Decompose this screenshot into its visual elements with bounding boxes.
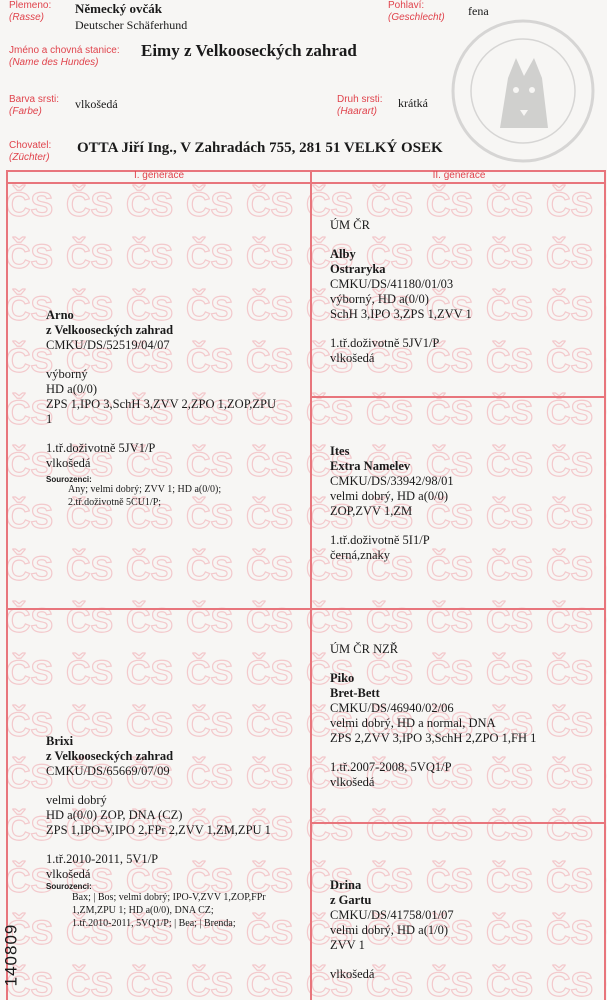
sire-registration: CMKU/DS/52519/04/07 [46, 338, 170, 352]
coat-value: krátká [398, 96, 428, 110]
dam-dam-kennel: z Gartu [330, 893, 372, 907]
dam-dam-color: vlkošedá [330, 967, 375, 981]
sibling-line: Bax; | Bos; velmi dobrý; IPO-V,ZVV 1,ZOP,FPr [72, 892, 266, 903]
german-shepherd-seal-icon [450, 18, 596, 164]
sire-sire-rating: výborný, HD a(0/0) [330, 292, 429, 306]
sire-sire-title: ÚM ČR [330, 218, 370, 232]
sire-sire-kennel: Ostraryka [330, 262, 386, 276]
generation-1-label: I. generace [133, 170, 185, 181]
color-value: vlkošedá [75, 97, 118, 111]
dog-name-label: Jméno a chovná stanice: (Name des Hundes) [9, 45, 120, 68]
dam-siblings [72, 891, 266, 930]
breed-value-de: Deutscher Schäferhund [75, 18, 188, 32]
sire-dam-entry [330, 444, 454, 563]
dam-exams: ZPS 1,IPO-V,IPO 2,FPr 2,ZVV 1,ZM,ZPU 1 [46, 823, 271, 837]
dam-registration: CMKU/DS/65669/07/09 [46, 764, 170, 778]
sire-sire-entry [330, 218, 472, 366]
dam-sire-entry [330, 642, 536, 790]
divider [6, 170, 8, 1000]
dam-dam-registration: CMKU/DS/41758/01/07 [330, 908, 454, 922]
sire-dam-name: Ites [330, 444, 350, 458]
registration-number: 140809 [1, 923, 21, 987]
sire-siblings-label: Sourozenci: [46, 475, 92, 484]
sire-dam-exams: ZOP,ZVV 1,ZM [330, 504, 413, 518]
breed-value: Německý ovčák [75, 1, 163, 16]
sire-dam-rating: velmi dobrý, HD a(0/0) [330, 489, 449, 503]
sire-exams: ZPS 1,IPO 3,SchH 3,ZVV 2,ZPO 1,ZOP,ZPU [46, 397, 277, 411]
sex-value: fena [468, 4, 489, 18]
dam-rating: velmi dobrý [46, 793, 107, 807]
dam-sire-registration: CMKU/DS/46940/02/06 [330, 701, 454, 715]
sire-dam-registration: CMKU/DS/33942/98/01 [330, 474, 454, 488]
dam-sire-breeding-class: 1.tř.2007-2008, 5VQ1/P [330, 760, 452, 774]
dam-dam-name: Drina [330, 878, 362, 892]
dam-sire-kennel: Bret-Bett [330, 686, 380, 700]
color-label: Barva srsti: (Farbe) [9, 94, 60, 117]
sire-kennel: z Velkooseckých zahrad [46, 323, 174, 337]
sibling-line: Any; velmi dobrý; ZVV 1; HD a(0/0); [68, 484, 222, 495]
dam-sire-name: Piko [330, 671, 355, 685]
divider [310, 822, 606, 824]
dam-breeding-class: 1.tř.2010-2011, 5V1/P [46, 852, 159, 866]
divider [6, 182, 606, 184]
dam-dam-entry [330, 878, 454, 982]
sire-sire-name: Alby [330, 247, 356, 261]
divider [310, 170, 312, 1000]
dam-color: vlkošedá [46, 867, 91, 881]
sire-sire-breeding-class: 1.tř.doživotně 5JV1/P [330, 336, 440, 350]
dam-siblings-label: Sourozenci: [46, 882, 92, 891]
sire-entry [46, 308, 276, 471]
generation-2-label: II. generace [432, 170, 486, 181]
sire-color: vlkošedá [46, 456, 91, 470]
dam-hd: HD a(0/0) ZOP, DNA (CZ) [46, 808, 183, 822]
sire-siblings [68, 483, 221, 509]
sire-dam-kennel: Extra Namelev [330, 459, 411, 473]
dam-sire-title: ÚM ČR NZŘ [330, 642, 399, 656]
dam-entry [46, 734, 271, 882]
dam-name: Brixi [46, 734, 74, 748]
divider [310, 396, 606, 398]
sire-dam-breeding-class: 1.tř.doživotně 5I1/P [330, 533, 430, 547]
sibling-line: 1,ZM,ZPU 1; HD a(0/0), DNA CZ; [72, 905, 214, 916]
dam-dam-exams: ZVV 1 [330, 938, 365, 952]
sire-name: Arno [46, 308, 74, 322]
divider [604, 170, 606, 1000]
dam-dam-rating: velmi dobrý, HD a(1/0) [330, 923, 449, 937]
dam-sire-color: vlkošedá [330, 775, 375, 789]
sire-exams-cont: 1 [46, 412, 53, 426]
sire-breeding-class: 1.tř.doživotně 5JV1/P [46, 441, 156, 455]
sire-rating: výborný [46, 367, 88, 381]
sire-dam-color: černá,znaky [330, 548, 391, 562]
divider [6, 608, 606, 610]
breeder-value: OTTA Jiří Ing., V Zahradách 755, 281 51 VELKÝ OSEK [77, 140, 443, 156]
sex-label: Pohlaví: (Geschlecht) [388, 0, 445, 23]
dam-sire-exams: ZPS 2,ZVV 3,IPO 3,SchH 2,ZPO 1,FH 1 [330, 731, 537, 745]
breed-label: Plemeno: (Rasse) [9, 0, 52, 23]
sibling-line: 1.tř.2010-2011, 5VQ1/P; | Bea; | Brenda; [72, 918, 236, 929]
breeder-label: Chovatel: (Züchter) [9, 140, 52, 163]
sire-hd: HD a(0/0) [46, 382, 98, 396]
sire-sire-exams: SchH 3,IPO 3,ZPS 1,ZVV 1 [330, 307, 472, 321]
coat-label: Druh srsti: (Haarart) [337, 94, 383, 117]
sibling-line: 2.tř.doživotně 5CU1/P; [68, 497, 162, 508]
dam-kennel: z Velkooseckých zahrad [46, 749, 174, 763]
dam-sire-rating: velmi dobrý, HD a normal, DNA [330, 716, 496, 730]
sire-sire-color: vlkošedá [330, 351, 375, 365]
sire-sire-registration: CMKU/DS/41180/01/03 [330, 277, 454, 291]
dog-name-value: Eimy z Velkooseckých zahrad [141, 41, 357, 60]
